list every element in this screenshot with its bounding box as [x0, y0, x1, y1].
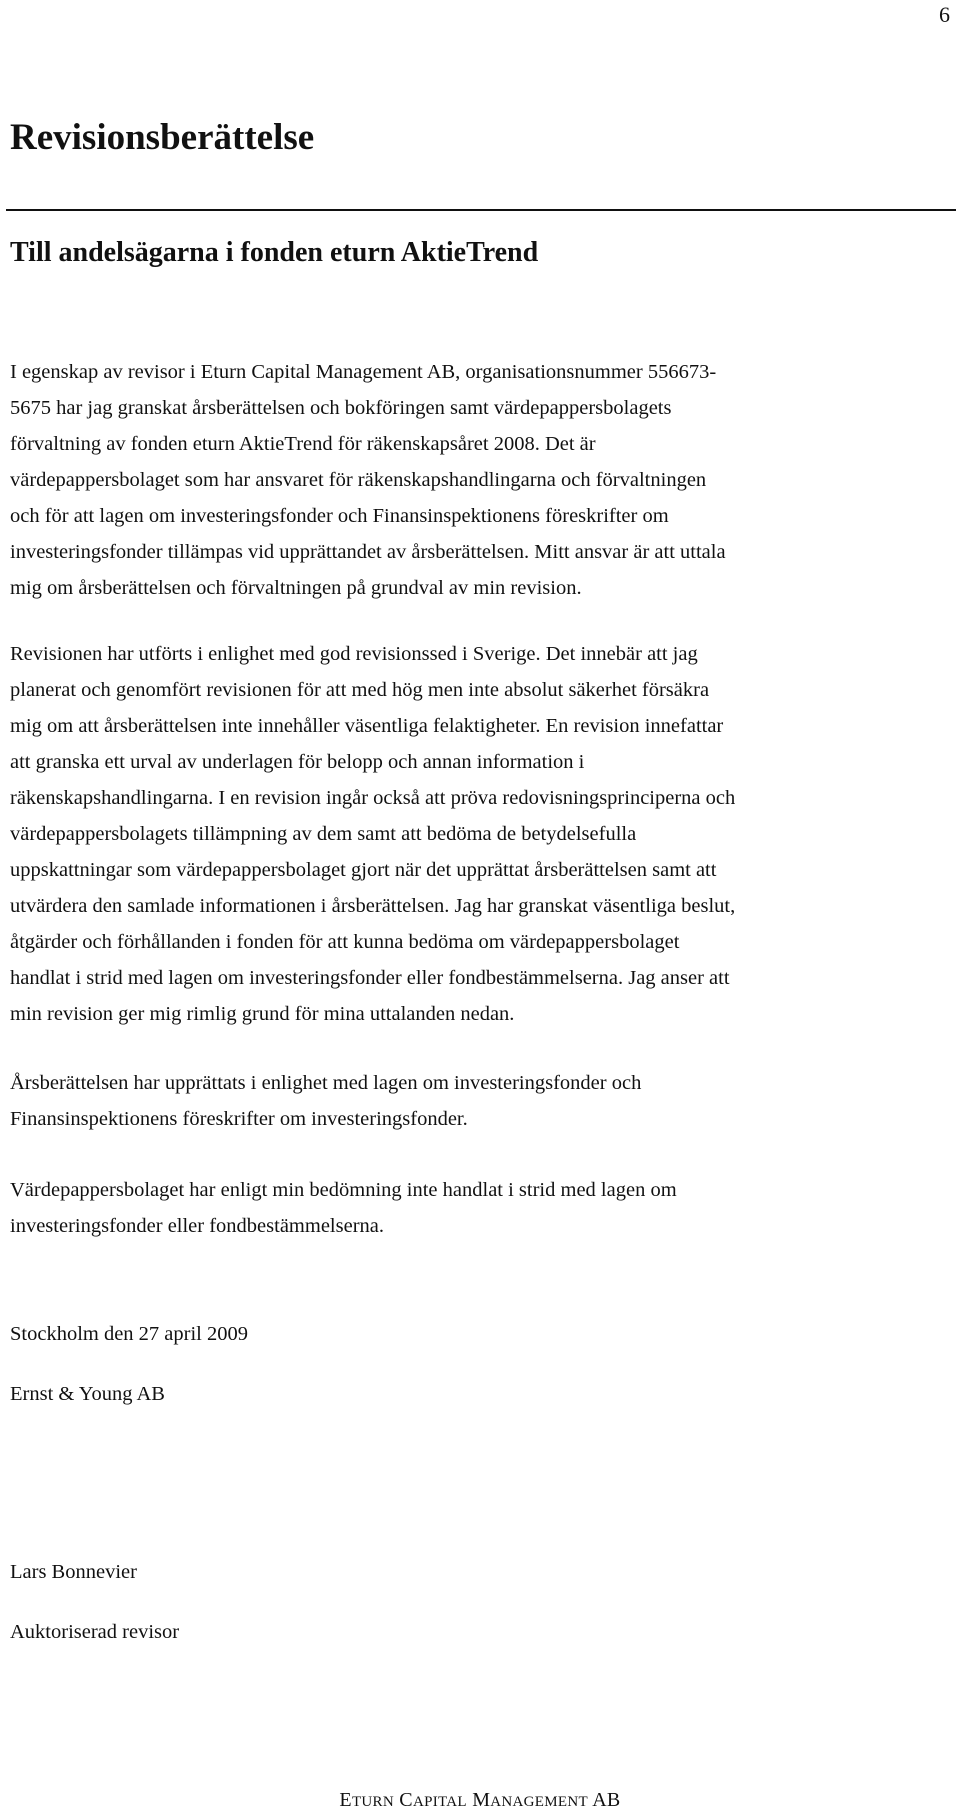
text-line: investeringsfonder tillämpas vid upprättandet av årsberättelsen. Mitt ansvar är att uttala	[10, 541, 726, 563]
text-line: 5675 har jag granskat årsberättelsen och bokföringen samt värdepappersbolagets	[10, 397, 672, 419]
footer-word: MANAGEMENT	[472, 1789, 588, 1811]
text-line: att granska ett urval av underlagen för belopp och annan information i	[10, 751, 585, 773]
footer-word: CAPITAL	[399, 1789, 467, 1811]
text-line: Årsberättelsen har upprättats i enlighet med lagen om investeringsfonder och	[10, 1072, 642, 1094]
text-line: värdepappersbolaget som har ansvaret för räkenskapshandlingarna och förvaltningen	[10, 469, 707, 491]
audit-firm: Ernst & Young AB	[10, 1383, 165, 1405]
footer-word: ETURN	[339, 1789, 394, 1811]
text-line: min revision ger mig rimlig grund för mina uttalanden nedan.	[10, 1003, 515, 1025]
text-line: värdepappersbolagets tillämpning av dem samt att bedöma de betydelsefulla	[10, 823, 637, 845]
text-line: investeringsfonder eller fondbestämmelserna.	[10, 1215, 384, 1237]
text-line: Finansinspektionens föreskrifter om investeringsfonder.	[10, 1108, 468, 1130]
paragraph-audit-method	[10, 636, 955, 1032]
text-line: planerat och genomfört revisionen för att med hög men inte absolut säkerhet försäkra	[10, 679, 710, 701]
text-line: handlat i strid med lagen om investeringsfonder eller fondbestämmelserna. Jag anser att	[10, 967, 730, 989]
text-line: mig om att årsberättelsen inte innehåller väsentliga felaktigheter. En revision innefattar	[10, 715, 724, 737]
text-line: mig om årsberättelsen och förvaltningen på grundval av min revision.	[10, 577, 582, 599]
page-number: 6	[939, 2, 950, 27]
footer-word: AB	[592, 1789, 621, 1811]
signer-title: Auktoriserad revisor	[10, 1621, 180, 1643]
paragraph-opinion-management	[10, 1172, 955, 1244]
title-divider	[6, 209, 956, 211]
signer-name: Lars Bonnevier	[10, 1561, 137, 1583]
addressee-heading: Till andelsägarna i fonden eturn AktieTrend	[10, 237, 539, 268]
place-and-date: Stockholm den 27 april 2009	[10, 1323, 249, 1345]
text-line: och för att lagen om investeringsfonder och Finansinspektionens föreskrifter om	[10, 505, 669, 527]
text-line: uppskattningar som värdepappersbolaget gjort när det upprättat årsberättelsen samt att	[10, 859, 717, 881]
text-line: förvaltning av fonden eturn AktieTrend för räkenskapsåret 2008. Det är	[10, 433, 596, 455]
document-title: Revisionsberättelse	[10, 117, 315, 158]
text-line: Revisionen har utförts i enlighet med god revisionssed i Sverige. Det innebär att jag	[10, 643, 698, 665]
text-line: Värdepappersbolaget har enligt min bedömning inte handlat i strid med lagen om	[10, 1179, 677, 1201]
text-line: räkenskapshandlingarna. I en revision ingår också att pröva redovisningsprinciperna och	[10, 787, 736, 809]
text-line: utvärdera den samlade informationen i årsberättelsen. Jag har granskat väsentliga beslut,	[10, 895, 736, 917]
paragraph-opinion-report	[10, 1065, 955, 1137]
text-line: I egenskap av revisor i Eturn Capital Management AB, organisationsnummer 556673-	[10, 361, 717, 383]
page-footer	[0, 1789, 960, 1812]
text-line: åtgärder och förhållanden i fonden för att kunna bedöma om värdepappersbolaget	[10, 931, 680, 953]
paragraph-scope	[10, 354, 955, 606]
